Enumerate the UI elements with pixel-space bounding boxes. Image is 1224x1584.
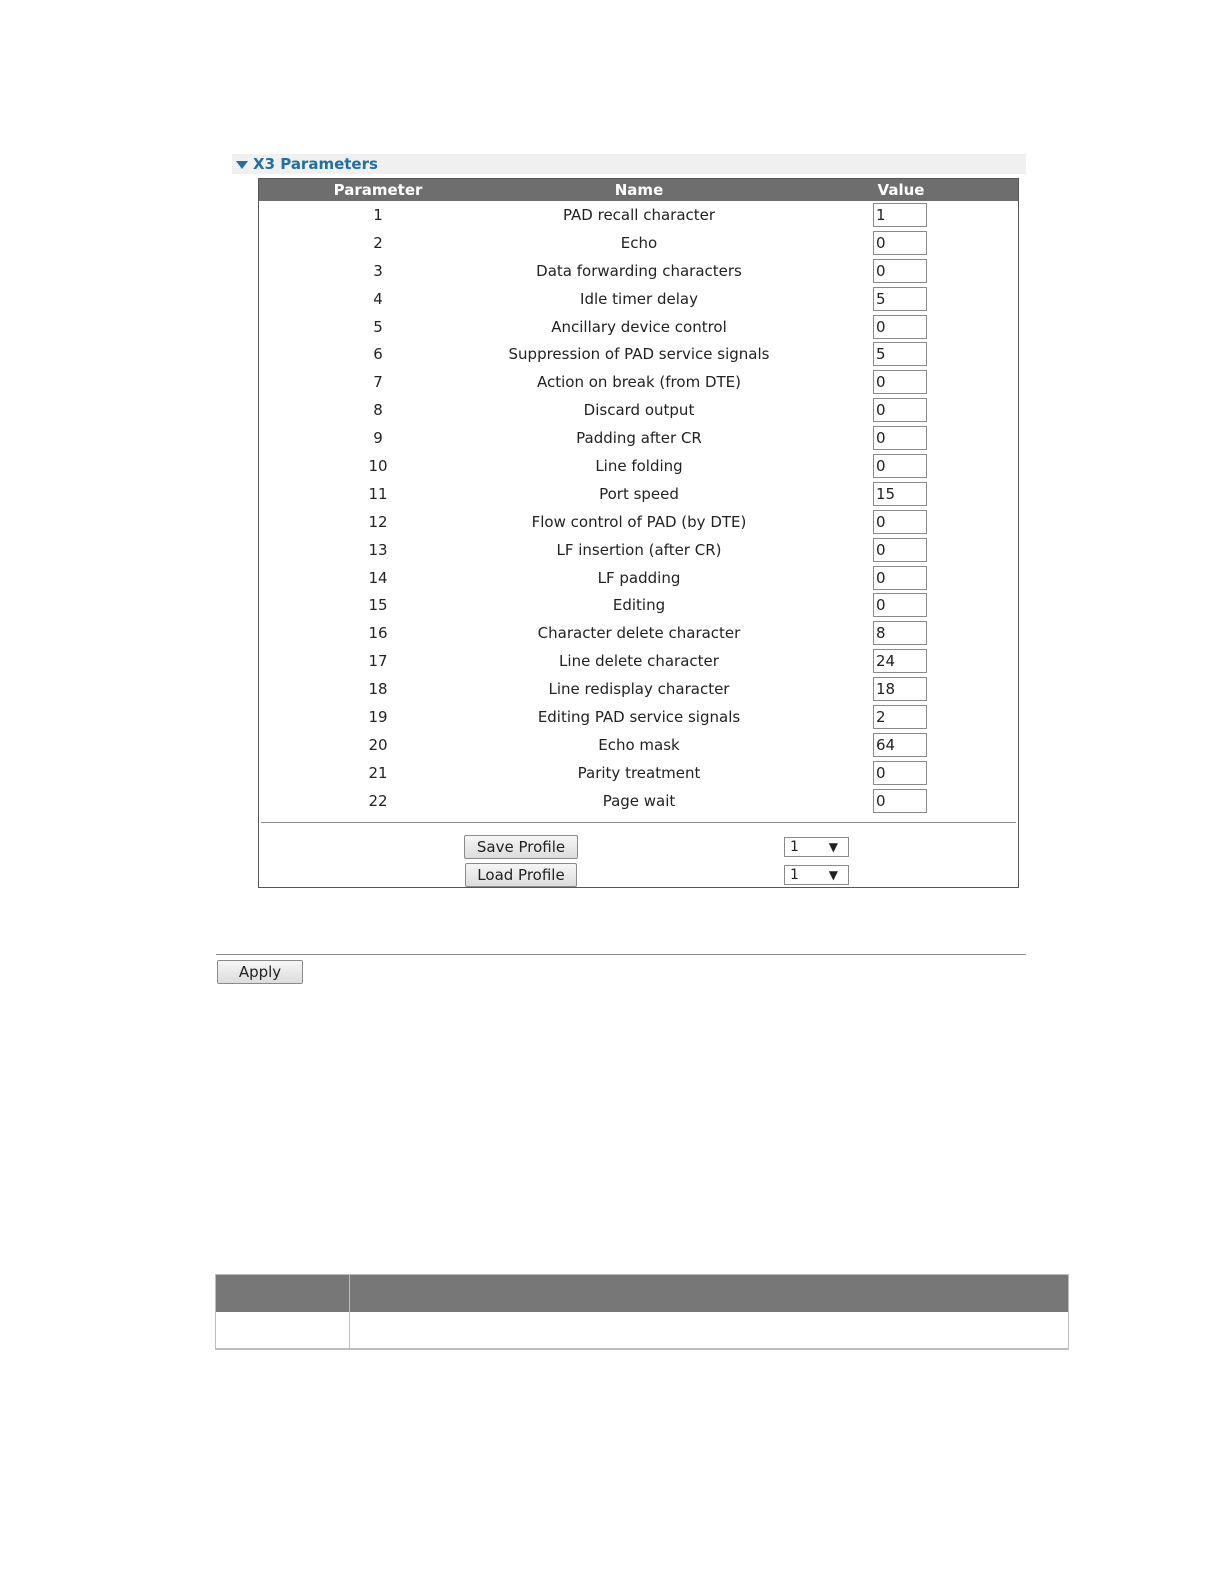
parameter-name: Editing PAD service signals xyxy=(537,708,741,727)
parameter-name: Action on break (from DTE) xyxy=(536,373,742,392)
dropdown-arrow-icon: ▼ xyxy=(828,868,838,882)
parameter-name: Discard output xyxy=(583,401,695,420)
save-profile-button[interactable]: Save Profile xyxy=(464,835,578,859)
parameter-name: Flow control of PAD (by DTE) xyxy=(531,512,747,531)
parameter-number: 7 xyxy=(373,373,383,392)
parameter-value-input[interactable]: 0 xyxy=(873,538,927,562)
parameter-name: Data forwarding characters xyxy=(536,261,742,280)
table-row xyxy=(259,424,1018,452)
parameter-name: Port speed xyxy=(599,484,679,503)
parameter-name: Line folding xyxy=(595,457,683,476)
table-row xyxy=(259,340,1018,368)
parameter-number: 13 xyxy=(368,540,388,559)
parameter-value-input[interactable]: 0 xyxy=(873,398,927,422)
parameter-number: 1 xyxy=(373,206,383,224)
parameter-value-input[interactable]: 2 xyxy=(873,705,927,729)
table-row xyxy=(259,285,1018,313)
table-row xyxy=(259,313,1018,341)
save-profile-selected: 1 xyxy=(790,839,799,855)
x3-parameters-table xyxy=(258,178,1019,888)
table-row xyxy=(259,229,1018,257)
parameter-number: 8 xyxy=(373,401,383,420)
triangle-down-icon[interactable] xyxy=(236,161,248,169)
parameter-number: 22 xyxy=(368,791,388,810)
table-row xyxy=(259,731,1018,759)
table-row xyxy=(259,703,1018,731)
section-title: X3 Parameters xyxy=(253,155,378,173)
parameter-number: 6 xyxy=(373,345,383,364)
parameter-value-input[interactable]: 1 xyxy=(873,203,927,227)
parameter-value-input[interactable]: 0 xyxy=(873,761,927,785)
parameter-value-input[interactable]: 0 xyxy=(873,259,927,283)
table-row xyxy=(259,257,1018,285)
parameter-name: LF insertion (after CR) xyxy=(556,540,722,559)
parameter-value-input[interactable]: 0 xyxy=(873,315,927,339)
header-value: Value xyxy=(877,181,925,199)
parameter-name: Line redisplay character xyxy=(548,680,730,699)
table-row xyxy=(259,201,1018,229)
parameter-value-input[interactable]: 0 xyxy=(873,510,927,534)
parameter-name: Echo xyxy=(620,233,658,252)
empty-table-column-divider xyxy=(349,1275,350,1348)
parameter-name: Padding after CR xyxy=(576,429,702,448)
divider xyxy=(216,954,1026,955)
parameter-value-input[interactable]: 24 xyxy=(873,649,927,673)
header-parameter: Parameter xyxy=(333,181,423,199)
parameter-number: 12 xyxy=(368,512,388,531)
x3-parameters-section-header[interactable] xyxy=(232,154,1026,174)
parameter-number: 15 xyxy=(368,596,388,615)
parameter-name: Page wait xyxy=(602,791,676,810)
table-row xyxy=(259,536,1018,564)
parameter-name: PAD recall character xyxy=(562,206,716,224)
parameter-value-input[interactable]: 5 xyxy=(873,342,927,366)
dropdown-arrow-icon: ▼ xyxy=(828,840,838,854)
parameter-number: 10 xyxy=(368,457,388,476)
parameter-number: 11 xyxy=(368,484,388,503)
parameter-number: 9 xyxy=(373,429,383,448)
parameter-number: 14 xyxy=(368,568,388,587)
parameter-number: 16 xyxy=(368,624,388,643)
table-body xyxy=(259,201,1018,815)
table-row xyxy=(259,759,1018,787)
empty-table xyxy=(215,1274,1069,1350)
parameter-name: Ancillary device control xyxy=(551,317,727,336)
profile-divider xyxy=(261,822,1016,823)
parameter-value-input[interactable]: 5 xyxy=(873,287,927,311)
table-header xyxy=(259,179,1018,201)
parameter-name: Idle timer delay xyxy=(580,289,698,308)
parameter-name: Line delete character xyxy=(559,652,719,671)
load-profile-select[interactable] xyxy=(784,865,849,885)
table-row xyxy=(259,647,1018,675)
parameter-name: Echo mask xyxy=(598,735,680,754)
parameter-value-input[interactable]: 0 xyxy=(873,231,927,255)
table-row xyxy=(259,368,1018,396)
parameter-value-input[interactable]: 0 xyxy=(873,426,927,450)
parameter-value-input[interactable]: 0 xyxy=(873,593,927,617)
parameter-name: Parity treatment xyxy=(577,763,701,782)
parameter-name: Character delete character xyxy=(537,624,741,643)
table-row xyxy=(259,675,1018,703)
parameter-number: 19 xyxy=(368,708,388,727)
parameter-name: Suppression of PAD service signals xyxy=(508,345,770,364)
table-row xyxy=(259,619,1018,647)
header-name: Name xyxy=(614,181,664,199)
parameter-name: LF padding xyxy=(597,568,681,587)
table-row xyxy=(259,396,1018,424)
parameter-value-input[interactable]: 8 xyxy=(873,621,927,645)
empty-table-header xyxy=(216,1275,1068,1312)
parameter-number: 2 xyxy=(373,233,383,252)
parameter-number: 3 xyxy=(373,261,383,280)
parameter-value-input[interactable]: 0 xyxy=(873,789,927,813)
table-row xyxy=(259,787,1018,815)
parameter-number: 18 xyxy=(368,680,388,699)
parameter-value-input[interactable]: 64 xyxy=(873,733,927,757)
parameter-value-input[interactable]: 0 xyxy=(873,454,927,478)
table-row xyxy=(259,591,1018,619)
table-row xyxy=(259,452,1018,480)
parameter-number: 20 xyxy=(368,735,388,754)
table-row xyxy=(259,508,1018,536)
parameter-value-input[interactable]: 0 xyxy=(873,370,927,394)
parameter-value-input[interactable]: 18 xyxy=(873,677,927,701)
save-profile-select[interactable] xyxy=(784,837,849,857)
parameter-name: Editing xyxy=(612,596,666,615)
parameter-value-input[interactable]: 0 xyxy=(873,566,927,590)
parameter-number: 4 xyxy=(373,289,383,308)
table-row xyxy=(259,564,1018,592)
apply-button[interactable]: Apply xyxy=(217,960,303,984)
load-profile-selected: 1 xyxy=(790,867,799,883)
load-profile-button[interactable]: Load Profile xyxy=(465,863,577,887)
parameter-number: 17 xyxy=(368,652,388,671)
parameter-number: 5 xyxy=(373,317,383,336)
parameter-number: 21 xyxy=(368,763,388,782)
parameter-value-input[interactable]: 15 xyxy=(873,482,927,506)
table-row xyxy=(259,480,1018,508)
